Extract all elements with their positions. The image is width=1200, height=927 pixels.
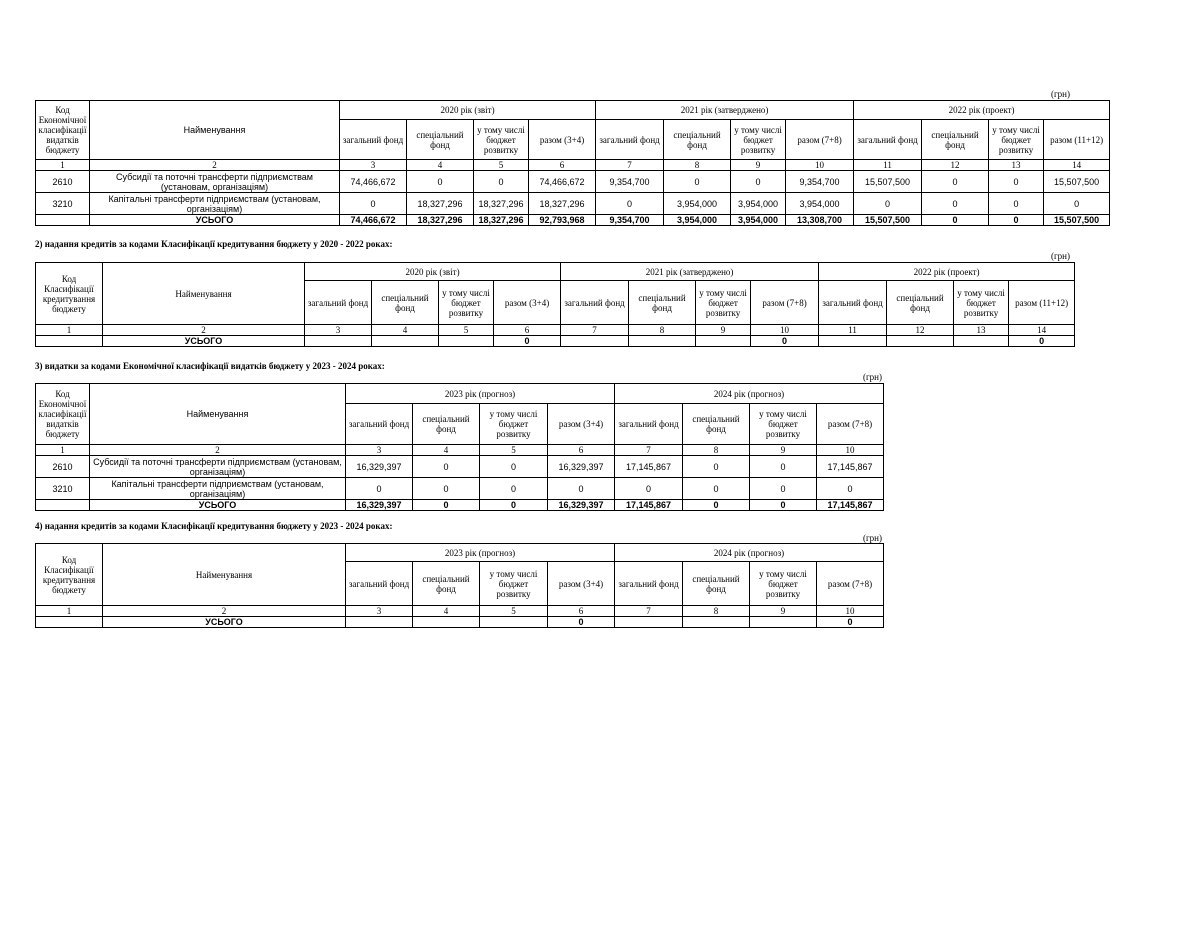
header-year: 2024 рік (прогноз) [615, 384, 884, 404]
cell: 0 [340, 193, 407, 215]
total-label: УСЬОГО [90, 500, 346, 511]
cell: 0 [407, 171, 474, 193]
cell [36, 500, 90, 511]
cell: 0 [922, 171, 989, 193]
subheader: разом (3+4) [494, 281, 561, 325]
cell: 17,145,867 [615, 456, 683, 478]
unit-label: (грн) [862, 533, 882, 543]
header-code: Код Економічної класифікації видатків бюджету [36, 384, 90, 445]
cell: 3210 [36, 478, 90, 500]
cell: 0 [750, 478, 817, 500]
column-number: 5 [480, 445, 548, 456]
total-label: УСЬОГО [103, 617, 346, 628]
cell: 16,329,397 [548, 456, 615, 478]
subheader: спеціальний фонд [413, 562, 480, 606]
subheader: у тому числі бюджет розвитку [474, 120, 529, 160]
cell: 18,327,296 [407, 193, 474, 215]
column-number: 2 [90, 445, 346, 456]
cell: 3,954,000 [731, 215, 786, 226]
header-code: Код Класифікації кредитування бюджету [36, 263, 103, 325]
column-number: 3 [305, 325, 372, 336]
column-number: 11 [819, 325, 887, 336]
cell: 9,354,700 [786, 171, 854, 193]
unit-label: (грн) [1050, 89, 1070, 99]
subheader: у тому числі бюджет розвитку [750, 404, 817, 445]
subheader: загальний фонд [615, 562, 683, 606]
cell: 9,354,700 [596, 215, 664, 226]
column-number: 7 [561, 325, 629, 336]
cell [372, 336, 439, 347]
column-number: 9 [696, 325, 751, 336]
subheader: загальний фонд [854, 120, 922, 160]
table-expenditures-2020-2022 [35, 100, 1110, 226]
subheader: у тому числі бюджет розвитку [439, 281, 494, 325]
cell: Капітальні трансферти підприємствам (установам, організаціям) [90, 478, 346, 500]
cell [954, 336, 1009, 347]
column-number: 5 [439, 325, 494, 336]
cell: Субсидії та поточні трансферти підприємствам (установам, організаціям) [90, 456, 346, 478]
subheader: у тому числі бюджет розвитку [480, 562, 548, 606]
header-name: Найменування [103, 544, 346, 606]
cell: 74,466,672 [529, 171, 596, 193]
column-number: 1 [36, 325, 103, 336]
cell [346, 617, 413, 628]
cell: 0 [683, 500, 750, 511]
cell: 18,327,296 [529, 193, 596, 215]
cell: 0 [494, 336, 561, 347]
cell: 17,145,867 [615, 500, 683, 511]
cell: 15,507,500 [854, 215, 922, 226]
column-number: 12 [922, 160, 989, 171]
subheader: загальний фонд [615, 404, 683, 445]
cell: 0 [615, 478, 683, 500]
cell: 3,954,000 [664, 193, 731, 215]
column-number: 2 [103, 325, 305, 336]
column-number: 8 [683, 606, 750, 617]
subheader: загальний фонд [596, 120, 664, 160]
subheader: разом (3+4) [529, 120, 596, 160]
section-heading: 3) видатки за кодами Економічної класифікації видатків бюджету у 2023 - 2024 роках: [35, 361, 385, 371]
column-number: 9 [750, 606, 817, 617]
header-year: 2022 рік (проект) [819, 263, 1075, 281]
table-row [36, 171, 1110, 193]
column-number: 5 [480, 606, 548, 617]
subheader: спеціальний фонд [683, 404, 750, 445]
column-number: 8 [664, 160, 731, 171]
cell: 3,954,000 [786, 193, 854, 215]
cell [561, 336, 629, 347]
column-number: 2 [103, 606, 346, 617]
cell: 0 [346, 478, 413, 500]
column-number: 3 [346, 445, 413, 456]
header-year: 2020 рік (звіт) [305, 263, 561, 281]
cell [36, 336, 103, 347]
subheader: разом (7+8) [751, 281, 819, 325]
cell: 3,954,000 [664, 215, 731, 226]
column-number: 11 [854, 160, 922, 171]
column-number: 4 [407, 160, 474, 171]
cell: 0 [751, 336, 819, 347]
table-credits-2023-2024 [35, 543, 884, 628]
column-number: 9 [731, 160, 786, 171]
subheader: загальний фонд [340, 120, 407, 160]
column-number: 5 [474, 160, 529, 171]
cell [480, 617, 548, 628]
total-row [36, 336, 1075, 347]
cell [683, 617, 750, 628]
column-number: 7 [596, 160, 664, 171]
total-label: УСЬОГО [103, 336, 305, 347]
subheader: у тому числі бюджет розвитку [750, 562, 817, 606]
column-number: 10 [817, 445, 884, 456]
column-number: 3 [340, 160, 407, 171]
unit-label: (грн) [862, 372, 882, 382]
cell: 0 [989, 171, 1044, 193]
column-number: 14 [1044, 160, 1110, 171]
cell: 0 [683, 456, 750, 478]
cell: 0 [817, 617, 884, 628]
total-row [36, 617, 884, 628]
total-row [36, 215, 1110, 226]
cell: 0 [413, 500, 480, 511]
cell [439, 336, 494, 347]
cell: 0 [1044, 193, 1110, 215]
column-number: 8 [683, 445, 750, 456]
column-number: 4 [413, 606, 480, 617]
header-year: 2023 рік (прогноз) [346, 544, 615, 562]
cell: 74,466,672 [340, 171, 407, 193]
column-number: 10 [817, 606, 884, 617]
cell: 0 [1009, 336, 1075, 347]
cell: 0 [548, 617, 615, 628]
cell [36, 215, 90, 226]
cell: 92,793,968 [529, 215, 596, 226]
cell: 16,329,397 [346, 456, 413, 478]
cell: 0 [480, 456, 548, 478]
header-name: Найменування [103, 263, 305, 325]
cell [305, 336, 372, 347]
table-row [36, 478, 884, 500]
subheader: разом (7+8) [817, 562, 884, 606]
cell: 0 [989, 193, 1044, 215]
cell [36, 617, 103, 628]
cell: 0 [548, 478, 615, 500]
subheader: спеціальний фонд [683, 562, 750, 606]
header-year: 2021 рік (затверджено) [561, 263, 819, 281]
header-name: Найменування [90, 101, 340, 160]
cell: 9,354,700 [596, 171, 664, 193]
total-row [36, 500, 884, 511]
subheader: у тому числі бюджет розвитку [480, 404, 548, 445]
column-number: 4 [413, 445, 480, 456]
cell [696, 336, 751, 347]
section-heading: 4) надання кредитів за кодами Класифікації кредитування бюджету у 2023 - 2024 роках: [35, 521, 393, 531]
cell: 0 [664, 171, 731, 193]
subheader: спеціальний фонд [922, 120, 989, 160]
column-number: 10 [751, 325, 819, 336]
cell: 17,145,867 [817, 500, 884, 511]
column-number: 1 [36, 445, 90, 456]
column-number: 14 [1009, 325, 1075, 336]
cell: 0 [750, 500, 817, 511]
cell [615, 617, 683, 628]
cell: 0 [817, 478, 884, 500]
cell: 0 [731, 171, 786, 193]
cell: 18,327,296 [474, 215, 529, 226]
cell: 15,507,500 [1044, 171, 1110, 193]
column-number: 1 [36, 606, 103, 617]
table-row [36, 193, 1110, 215]
header-year: 2022 рік (проект) [854, 101, 1110, 120]
subheader: разом (11+12) [1044, 120, 1110, 160]
cell [887, 336, 954, 347]
cell: 16,329,397 [548, 500, 615, 511]
cell [750, 617, 817, 628]
header-name: Найменування [90, 384, 346, 445]
cell: 16,329,397 [346, 500, 413, 511]
table-expenditures-2023-2024 [35, 383, 884, 511]
header-year: 2023 рік (прогноз) [346, 384, 615, 404]
cell: 17,145,867 [817, 456, 884, 478]
cell: 18,327,296 [407, 215, 474, 226]
subheader: у тому числі бюджет розвитку [989, 120, 1044, 160]
cell: 0 [474, 171, 529, 193]
cell [629, 336, 696, 347]
subheader: у тому числі бюджет розвитку [954, 281, 1009, 325]
cell: 13,308,700 [786, 215, 854, 226]
header-code: Код Класифікації кредитування бюджету [36, 544, 103, 606]
column-number: 13 [989, 160, 1044, 171]
cell: 3210 [36, 193, 90, 215]
cell: Капітальні трансферти підприємствам (установам, організаціям) [90, 193, 340, 215]
total-label: УСЬОГО [90, 215, 340, 226]
column-number: 9 [750, 445, 817, 456]
column-number: 10 [786, 160, 854, 171]
cell: 0 [922, 193, 989, 215]
header-year: 2020 рік (звіт) [340, 101, 596, 120]
column-number: 6 [548, 606, 615, 617]
cell: 3,954,000 [731, 193, 786, 215]
subheader: у тому числі бюджет розвитку [696, 281, 751, 325]
column-number: 6 [529, 160, 596, 171]
column-number: 12 [887, 325, 954, 336]
subheader: спеціальний фонд [407, 120, 474, 160]
cell [413, 617, 480, 628]
column-number: 7 [615, 445, 683, 456]
column-number: 7 [615, 606, 683, 617]
cell: 15,507,500 [854, 171, 922, 193]
subheader: спеціальний фонд [664, 120, 731, 160]
cell: 2610 [36, 171, 90, 193]
header-code: Код Економічної класифікації видатків бюджету [36, 101, 90, 160]
subheader: загальний фонд [346, 404, 413, 445]
subheader: разом (7+8) [786, 120, 854, 160]
column-number: 13 [954, 325, 1009, 336]
subheader: спеціальний фонд [629, 281, 696, 325]
table-row [36, 456, 884, 478]
subheader: спеціальний фонд [413, 404, 480, 445]
cell: 0 [683, 478, 750, 500]
column-number: 3 [346, 606, 413, 617]
cell: 0 [480, 478, 548, 500]
section-heading: 2) надання кредитів за кодами Класифікації кредитування бюджету у 2020 - 2022 роках: [35, 239, 393, 249]
cell: Субсидії та поточні трансферти підприємствам (установам, організаціям) [90, 171, 340, 193]
subheader: разом (3+4) [548, 562, 615, 606]
subheader: спеціальний фонд [887, 281, 954, 325]
subheader: разом (11+12) [1009, 281, 1075, 325]
subheader: у тому числі бюджет розвитку [731, 120, 786, 160]
column-number: 1 [36, 160, 90, 171]
column-number: 8 [629, 325, 696, 336]
cell: 0 [480, 500, 548, 511]
column-number: 2 [90, 160, 340, 171]
cell: 74,466,672 [340, 215, 407, 226]
cell: 2610 [36, 456, 90, 478]
cell: 0 [596, 193, 664, 215]
subheader: разом (3+4) [548, 404, 615, 445]
table-credits-2020-2022 [35, 262, 1075, 347]
cell: 0 [413, 478, 480, 500]
cell: 18,327,296 [474, 193, 529, 215]
cell [819, 336, 887, 347]
cell: 0 [750, 456, 817, 478]
subheader: загальний фонд [346, 562, 413, 606]
column-number: 6 [548, 445, 615, 456]
subheader: спеціальний фонд [372, 281, 439, 325]
header-year: 2021 рік (затверджено) [596, 101, 854, 120]
column-number: 4 [372, 325, 439, 336]
subheader: разом (7+8) [817, 404, 884, 445]
cell: 0 [989, 215, 1044, 226]
unit-label: (грн) [1050, 251, 1070, 261]
cell: 0 [854, 193, 922, 215]
subheader: загальний фонд [305, 281, 372, 325]
header-year: 2024 рік (прогноз) [615, 544, 884, 562]
cell: 0 [413, 456, 480, 478]
subheader: загальний фонд [819, 281, 887, 325]
cell: 15,507,500 [1044, 215, 1110, 226]
cell: 0 [922, 215, 989, 226]
subheader: загальний фонд [561, 281, 629, 325]
column-number: 6 [494, 325, 561, 336]
